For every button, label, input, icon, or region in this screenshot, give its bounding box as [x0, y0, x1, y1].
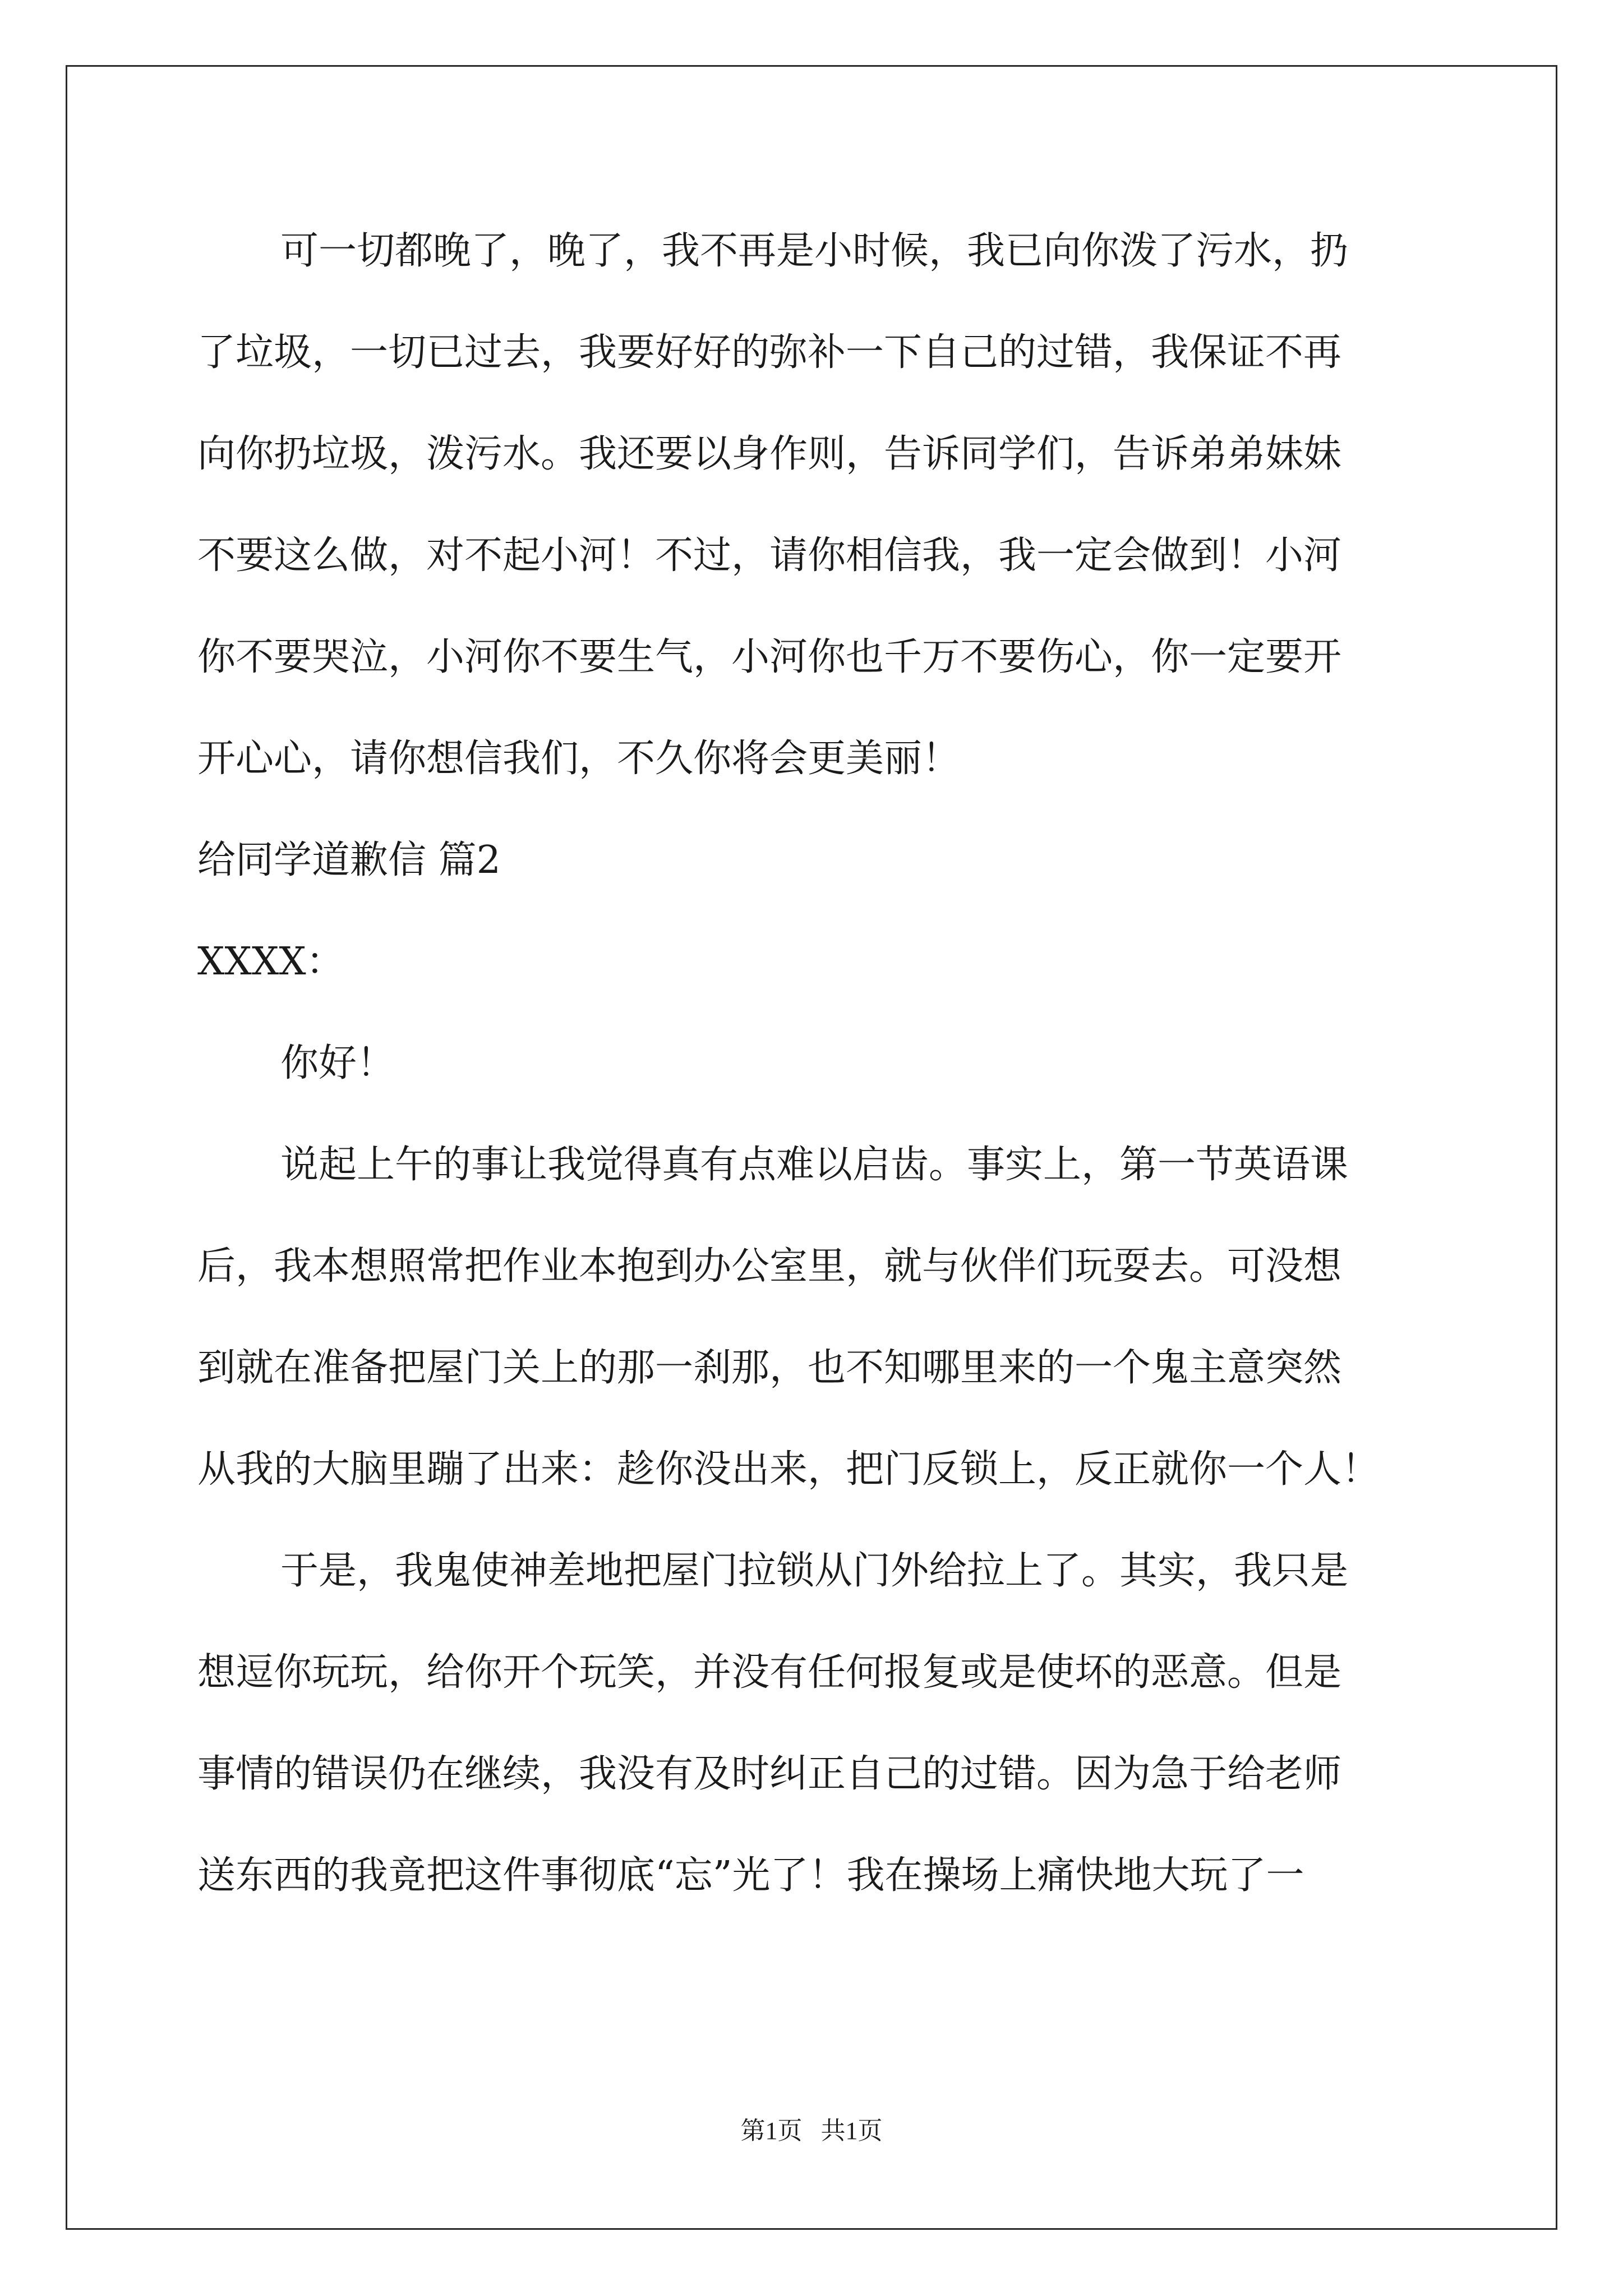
- text-line: 向你扔垃圾，泼污水。我还要以身作则，告诉同学们，告诉弟弟妹妹: [197, 432, 1342, 476]
- text-line: 说起上午的事让我觉得真有点难以启齿。事实上，第一节英语课: [280, 1143, 1349, 1187]
- text-line: 了垃圾，一切已过去，我要好好的弥补一下自己的过错，我保证不再: [197, 330, 1342, 375]
- text-line: 从我的大脑里蹦了出来：趁你没出来，把门反锁上，反正就你一个人！: [197, 1447, 1380, 1492]
- text-line: 于是，我鬼使神差地把屋门拉锁从门外给拉上了。其实，我只是: [280, 1549, 1349, 1593]
- section-heading: 给同学道歉信 篇2: [197, 838, 501, 882]
- text-line: 后，我本想照常把作业本抱到办公室里，就与伙伴们玩耍去。可没想: [197, 1244, 1342, 1289]
- text-line: 可一切都晚了，晚了，我不再是小时候，我已向你泼了污水，扔: [280, 229, 1349, 273]
- text-line: 到就在准备把屋门关上的那一刹那，也不知哪里来的一个鬼主意突然: [197, 1346, 1342, 1390]
- text-line: 送东西的我竟把这件事彻底“忘”光了！我在操场上痛快地大玩了一: [197, 1853, 1304, 1898]
- text-line: 你不要哭泣，小河你不要生气，小河你也千万不要伤心，你一定要开: [197, 635, 1342, 679]
- page-footer: 第1页 共1页: [740, 2117, 883, 2145]
- text-line: 不要这么做，对不起小河！不过，请你相信我，我一定会做到！小河: [197, 533, 1342, 578]
- text-line: 想逗你玩玩，给你开个玩笑，并没有任何报复或是使坏的恶意。但是: [197, 1650, 1342, 1695]
- text-line: 开心心，请你想信我们，不久你将会更美丽！: [197, 737, 961, 781]
- text-line: 事情的错误仍在继续，我没有及时纠正自己的过错。因为急于给老师: [197, 1752, 1342, 1796]
- salutation: XXXX：: [197, 940, 344, 984]
- greeting: 你好！: [280, 1041, 395, 1085]
